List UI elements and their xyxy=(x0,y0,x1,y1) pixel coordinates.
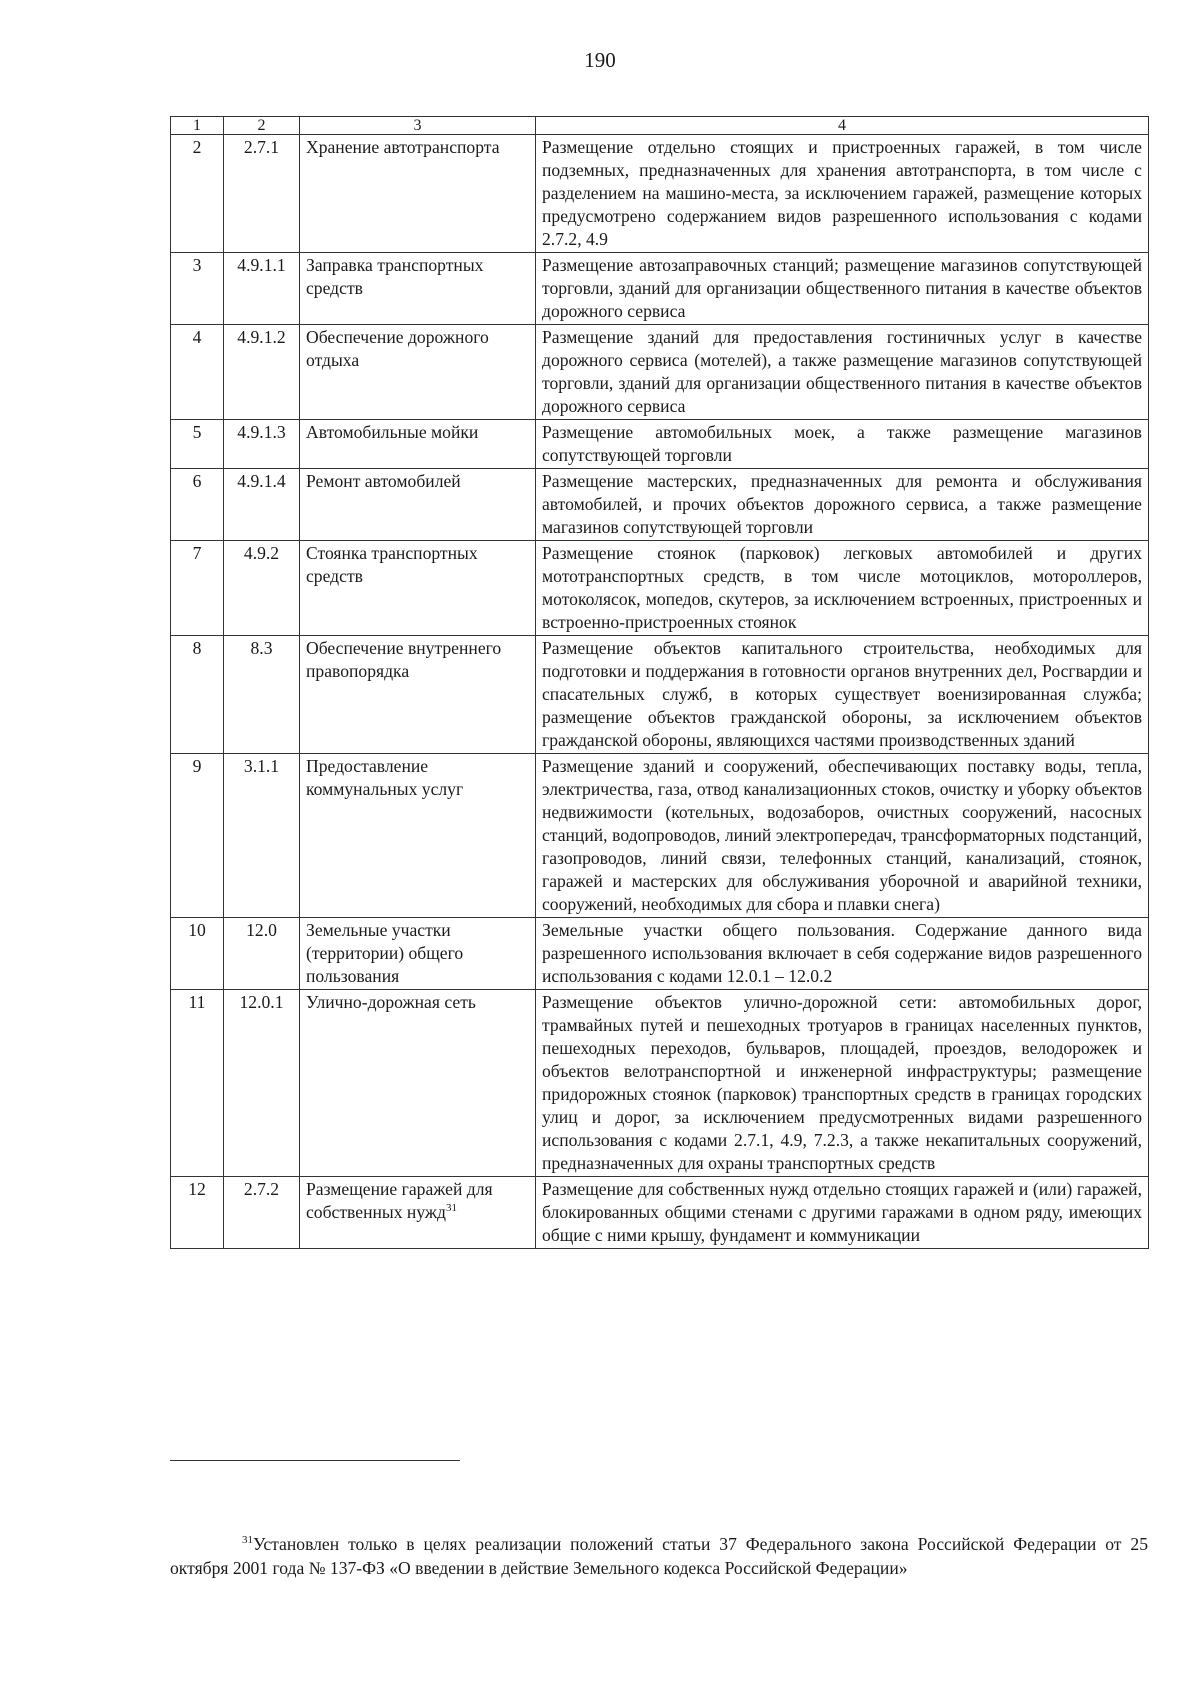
row-name xyxy=(300,636,536,754)
row-code xyxy=(224,253,300,325)
row-name-text: Хранение автотранспорта xyxy=(306,137,500,157)
row-description xyxy=(536,990,1149,1177)
row-number xyxy=(171,420,224,469)
row-code-text: 4.9.1.2 xyxy=(237,327,286,347)
row-number-text: 11 xyxy=(188,992,206,1012)
row-description-text: Земельные участки общего пользования. Содержание данного вида разрешенного использования включает в себя содержание видов разрешенного использования с кодами 12.0.1 – 12.0.2 xyxy=(542,920,1142,986)
row-description xyxy=(536,636,1149,754)
table-row xyxy=(171,754,1149,918)
row-number-text: 2 xyxy=(192,137,202,157)
row-code xyxy=(224,135,300,253)
footnote-text: Установлен только в целях реализации положений статьи 37 Федерального закона Российской Федерации от 25 октября 2001 года № 137-ФЗ «О введении в действие Земельного кодекса Российской Федерации» xyxy=(170,1534,1148,1578)
row-name xyxy=(300,253,536,325)
row-code-text: 4.9.1.1 xyxy=(237,255,286,275)
row-description-text: Размещение для собственных нужд отдельно стоящих гаражей и (или) гаражей, блокированных общими стенами с другими гаражами в одном ряду, имеющих общие с ними крышу, фундамент и коммуникации xyxy=(542,1179,1142,1245)
row-number-text: 6 xyxy=(192,471,202,491)
row-code-text: 4.9.1.4 xyxy=(237,471,286,491)
table-row xyxy=(171,541,1149,636)
table-row xyxy=(171,469,1149,541)
row-description-text: Размещение мастерских, предназначенных для ремонта и обслуживания автомобилей, и прочих объектов дорожного сервиса, а также размещение магазинов сопутствующей торговли xyxy=(542,471,1142,537)
header-cell: 1 xyxy=(171,117,224,135)
row-number xyxy=(171,636,224,754)
row-number-text: 5 xyxy=(192,422,202,442)
row-name-text: Размещение гаражей для собственных нужд xyxy=(306,1179,493,1222)
row-name-text: Улично-дорожная сеть xyxy=(306,992,476,1012)
row-description-text: Размещение зданий и сооружений, обеспечивающих поставку воды, тепла, электричества, газа, отвод канализационных стоков, очистку и уборку объектов недвижимости (котельных, водозаборов, очистных сооружений, насосных станций, водопроводов, линий электропередач, трансформаторных подстанций, газопроводов, линий связи, телефонных станций, канализаций, стоянок, гаражей и мастерских для обслуживания уборочной и аварийной техники, сооружений, необходимых для сбора и плавки снега) xyxy=(542,756,1142,914)
row-code xyxy=(224,636,300,754)
row-description-text: Размещение стоянок (парковок) легковых автомобилей и других мототранспортных средств, в том числе мотоциклов, мотороллеров, мотоколясок, мопедов, скутеров, за исключением встроенных, пристроенных и встроенно-пристроенных стоянок xyxy=(542,543,1142,632)
row-description xyxy=(536,325,1149,420)
row-description-text: Размещение объектов улично-дорожной сети: автомобильных дорог, трамвайных путей и пешеходных тротуаров в границах населенных пунктов, пешеходных переходов, бульваров, площадей, проездов, велодорожек и объектов велотранспортной и инженерной инфраструктуры; размещение придорожных стоянок (парковок) транспортных средств в границах городских улиц и дорог, за исключением предусмотренных видами разрешенного использования с кодами 2.7.1, 4.9, 7.2.3, а также некапитальных сооружений, предназначенных для охраны транспортных средств xyxy=(542,992,1142,1173)
row-name xyxy=(300,754,536,918)
row-number xyxy=(171,754,224,918)
row-name xyxy=(300,918,536,990)
row-description xyxy=(536,754,1149,918)
row-code xyxy=(224,918,300,990)
row-number xyxy=(171,253,224,325)
row-name xyxy=(300,541,536,636)
row-number-text: 12 xyxy=(188,1179,206,1199)
footnote-divider xyxy=(170,1460,460,1461)
row-description-text: Размещение зданий для предоставления гостиничных услуг в качестве дорожного сервиса (мотелей), а также размещение магазинов сопутствующей торговли, зданий для организации общественного питания в качестве объектов дорожного сервиса xyxy=(542,327,1142,416)
row-description xyxy=(536,420,1149,469)
row-description-text: Размещение объектов капитального строительства, необходимых для подготовки и поддержания в готовности органов внутренних дел, Росгвардии и спасательных служб, в которых существует военизированная служба; размещение объектов гражданской обороны, за исключением объектов гражданской обороны, являющихся частями производственных зданий xyxy=(542,638,1142,750)
table-row xyxy=(171,636,1149,754)
row-name-text: Предоставление коммунальных услуг xyxy=(306,756,464,799)
table-header-row xyxy=(171,117,1149,135)
footnote-marker: 31 xyxy=(242,1534,253,1547)
table-row xyxy=(171,1177,1149,1249)
row-code xyxy=(224,420,300,469)
row-name-text: Обеспечение внутреннего правопорядка xyxy=(306,638,502,681)
row-description-text: Размещение автомобильных моек, а также размещение магазинов сопутствующей торговли xyxy=(542,422,1142,465)
header-cell: 2 xyxy=(224,117,300,135)
row-number xyxy=(171,1177,224,1249)
row-description xyxy=(536,253,1149,325)
row-description xyxy=(536,918,1149,990)
row-number-text: 9 xyxy=(192,756,202,776)
header-cell: 3 xyxy=(300,117,536,135)
row-name-text: Стоянка транспортных средств xyxy=(306,543,478,586)
row-code-text: 3.1.1 xyxy=(243,756,280,776)
table-row xyxy=(171,253,1149,325)
table-row xyxy=(171,990,1149,1177)
row-number xyxy=(171,990,224,1177)
row-description xyxy=(536,1177,1149,1249)
table-row xyxy=(171,135,1149,253)
row-number xyxy=(171,135,224,253)
row-name-text: Заправка транспортных средств xyxy=(306,255,484,298)
page-number: 190 xyxy=(584,48,616,72)
table-row xyxy=(171,325,1149,420)
row-name xyxy=(300,325,536,420)
row-code xyxy=(224,469,300,541)
row-number-text: 7 xyxy=(192,543,202,563)
row-number xyxy=(171,918,224,990)
row-code xyxy=(224,990,300,1177)
row-code-text: 12.0 xyxy=(246,920,277,940)
row-code-text: 12.0.1 xyxy=(239,992,284,1012)
row-number-text: 3 xyxy=(192,255,202,275)
row-name xyxy=(300,420,536,469)
row-code xyxy=(224,754,300,918)
row-name xyxy=(300,990,536,1177)
row-number-text: 4 xyxy=(192,327,202,347)
land-use-table xyxy=(170,116,1149,1249)
row-description xyxy=(536,541,1149,636)
header-cell: 4 xyxy=(536,117,1149,135)
table-row xyxy=(171,918,1149,990)
row-code xyxy=(224,541,300,636)
row-code-text: 8.3 xyxy=(250,638,273,658)
row-number-text: 10 xyxy=(188,920,206,940)
row-name-text: Земельные участки (территории) общего пользования xyxy=(306,920,464,986)
row-description-text: Размещение отдельно стоящих и пристроенных гаражей, в том числе подземных, предназначенных для хранения автотранспорта, в том числе с разделением на машино-места, за исключением гаражей, размещение которых предусмотрено содержанием видов разрешенного использования с кодами 2.7.2, 4.9 xyxy=(542,137,1142,249)
row-description xyxy=(536,135,1149,253)
row-code-text: 2.7.1 xyxy=(243,137,280,157)
row-code-text: 2.7.2 xyxy=(243,1179,280,1199)
footnote xyxy=(170,1532,1148,1580)
row-name xyxy=(300,469,536,541)
row-code xyxy=(224,1177,300,1249)
row-number xyxy=(171,325,224,420)
row-name-text: Автомобильные мойки xyxy=(306,422,479,442)
row-description xyxy=(536,469,1149,541)
row-code xyxy=(224,325,300,420)
row-description-text: Размещение автозаправочных станций; размещение магазинов сопутствующей торговли, зданий для организации общественного питания в качестве объектов дорожного сервиса xyxy=(542,255,1142,321)
row-name xyxy=(300,1177,536,1249)
row-name xyxy=(300,135,536,253)
row-number xyxy=(171,541,224,636)
row-name-text: Ремонт автомобилей xyxy=(306,471,461,491)
row-name-text: Обеспечение дорожного отдыха xyxy=(306,327,489,370)
table-row xyxy=(171,420,1149,469)
row-code-text: 4.9.2 xyxy=(243,543,280,563)
row-number xyxy=(171,469,224,541)
row-number-text: 8 xyxy=(192,638,202,658)
row-code-text: 4.9.1.3 xyxy=(237,422,286,442)
footnote-reference: 31 xyxy=(446,1202,458,1215)
